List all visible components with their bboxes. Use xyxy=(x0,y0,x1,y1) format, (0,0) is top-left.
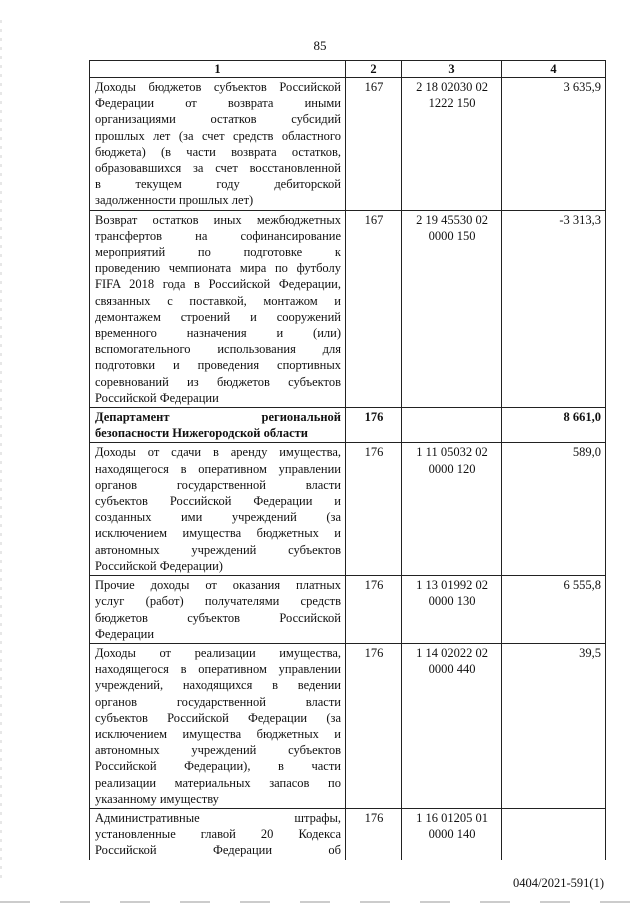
revenue-name-line: Российской Федерации xyxy=(95,390,219,405)
table-row xyxy=(90,408,606,443)
revenue-name-line: Федерации от возврата иными xyxy=(95,96,341,111)
kbk-code-line-2: 1222 150 xyxy=(428,96,476,111)
revenue-name-line: проведению чемпионата мира по футболу xyxy=(95,261,341,276)
kbk-code-line-1: 2 18 02030 02 xyxy=(416,80,488,94)
kbk-code-cell xyxy=(402,808,502,859)
revenue-name-line: Доходы бюджетов субъектов Российской xyxy=(95,80,341,94)
admin-code-cell: 176 xyxy=(346,408,402,443)
revenue-name-line: безопасности Нижегородской области xyxy=(95,426,308,441)
table-row xyxy=(90,78,606,211)
revenue-name-line: организациями остатков субсидий xyxy=(95,112,341,127)
revenue-name-line: установленные главой 20 Кодекса xyxy=(95,827,341,842)
kbk-code-line-2: 0000 120 xyxy=(428,461,476,476)
revenue-name-line: органов государственной власти xyxy=(95,477,341,492)
kbk-code-line-1: 1 16 01205 01 xyxy=(416,810,488,825)
table-row xyxy=(90,808,606,859)
revenue-name-line: подготовки и проведения спортивных xyxy=(95,358,341,373)
revenue-name-line: автономных учреждений субъектов xyxy=(95,743,341,758)
revenue-name-line: связанных с поставкой, монтажом и xyxy=(95,293,341,308)
kbk-code-cell xyxy=(402,576,502,644)
revenue-name-line: Федерации xyxy=(95,626,155,641)
kbk-code-cell xyxy=(402,443,502,576)
revenue-name-line: исключением имущества бюджетных и xyxy=(95,526,341,541)
admin-code-cell: 176 xyxy=(346,576,402,644)
table-row xyxy=(90,210,606,407)
revenue-name-cell xyxy=(90,643,346,808)
header-col-1: 1 xyxy=(90,61,346,78)
kbk-code-line-2: 0000 440 xyxy=(428,662,476,677)
revenue-name-line: Возврат остатков иных межбюджетных xyxy=(95,212,341,227)
kbk-code-cell xyxy=(402,408,502,443)
revenue-name-line: демонтажем строений и сооружений xyxy=(95,309,341,324)
kbk-code-line-1: 1 13 01992 02 xyxy=(416,578,488,593)
revenue-name-line: находящегося в оперативном управлении xyxy=(95,461,341,476)
revenue-name-cell xyxy=(90,210,346,407)
revenue-name-line: FIFA 2018 года в Российской Федерации, xyxy=(95,277,341,292)
table-row xyxy=(90,576,606,644)
kbk-code-line-1: 1 14 02022 02 xyxy=(416,645,488,660)
revenue-name-line: бюджетов субъектов Российской xyxy=(95,610,341,625)
revenue-name-cell xyxy=(90,808,346,859)
table-header-row xyxy=(90,61,606,78)
revenue-name-cell xyxy=(90,78,346,211)
revenue-name-line: Российской Федерации) xyxy=(95,558,223,573)
revenue-name-line: временного назначения и (или) xyxy=(95,326,341,341)
kbk-code-line-2: 0000 140 xyxy=(428,827,476,842)
revenue-name-line: учреждений, находящихся в ведении xyxy=(95,678,341,693)
table-row xyxy=(90,643,606,808)
revenue-name-line: Доходы от сдачи в аренду имущества, xyxy=(95,445,341,460)
revenue-name-line: субъектов Российской Федерации (за xyxy=(95,710,341,725)
revenue-name-cell xyxy=(90,443,346,576)
revenue-name-line: услуг (работ) получателями средств xyxy=(95,594,341,609)
kbk-code-cell xyxy=(402,210,502,407)
amount-cell: 6 555,8 xyxy=(502,576,606,644)
revenue-name-line: автономных учреждений субъектов xyxy=(95,542,341,557)
admin-code-cell: 167 xyxy=(346,78,402,211)
revenue-name-line: вспомогательного использования для xyxy=(95,342,341,357)
page-number: 85 xyxy=(313,38,327,53)
scan-bottom-artifact xyxy=(0,901,640,903)
revenue-name-line: Прочие доходы от оказания платных xyxy=(95,578,341,593)
revenue-name-line: задолженности прошлых лет) xyxy=(95,193,254,208)
revenue-name-line: находящегося в оперативном управлении xyxy=(95,662,341,677)
amount-cell: 39,5 xyxy=(502,643,606,808)
header-col-4: 4 xyxy=(502,61,606,78)
revenue-name-line: органов государственной власти xyxy=(95,694,341,709)
revenue-name-line: Департамент региональной xyxy=(95,410,341,425)
revenue-name-line: указанному имуществу xyxy=(95,791,219,806)
document-code: 0404/2021-591(1) xyxy=(513,876,604,890)
revenue-name-line: Доходы от реализации имущества, xyxy=(95,645,341,660)
kbk-code-cell xyxy=(402,643,502,808)
kbk-code-line-2: 0000 150 xyxy=(428,228,476,243)
revenue-name-line: образовавшихся за счет восстановленной xyxy=(95,161,341,176)
header-col-3: 3 xyxy=(402,61,502,78)
admin-code-cell: 176 xyxy=(346,643,402,808)
scan-edge-artifact xyxy=(0,20,2,880)
revenue-name-line: Административные штрафы, xyxy=(95,810,341,825)
revenue-name-line: Российской Федерации об xyxy=(95,843,341,858)
revenue-name-line: бюджета) (в части возврата остатков, xyxy=(95,144,341,159)
revenue-name-line: созданных ими учреждений (за xyxy=(95,510,341,525)
revenue-name-cell xyxy=(90,576,346,644)
admin-code-cell: 176 xyxy=(346,808,402,859)
revenue-name-line: исключением имущества бюджетных и xyxy=(95,726,341,741)
budget-revenue-table xyxy=(89,60,606,860)
kbk-code-line-1: 1 11 05032 02 xyxy=(416,445,488,460)
amount-cell: -3 313,3 xyxy=(502,210,606,407)
revenue-name-line: мероприятий по подготовке к xyxy=(95,245,341,260)
revenue-name-cell xyxy=(90,408,346,443)
amount-cell: 8 661,0 xyxy=(502,408,606,443)
revenue-name-line: прошлых лет (за счет средств областного xyxy=(95,128,341,143)
revenue-name-line: реализации материальных запасов по xyxy=(95,775,341,790)
header-col-2: 2 xyxy=(346,61,402,78)
revenue-name-line: Российской Федерации), в части xyxy=(95,759,341,774)
kbk-code-cell xyxy=(402,78,502,211)
kbk-code-line-1: 2 19 45530 02 xyxy=(416,212,488,227)
amount-cell xyxy=(502,808,606,859)
admin-code-cell: 167 xyxy=(346,210,402,407)
kbk-code-line-2: 0000 130 xyxy=(428,594,476,609)
revenue-name-line: в текущем году дебиторской xyxy=(95,177,341,192)
admin-code-cell: 176 xyxy=(346,443,402,576)
table-row xyxy=(90,443,606,576)
amount-cell: 3 635,9 xyxy=(502,78,606,211)
amount-cell: 589,0 xyxy=(502,443,606,576)
revenue-name-line: соревнований из бюджетов субъектов xyxy=(95,374,341,389)
revenue-name-line: трансфертов на софинансирование xyxy=(95,228,341,243)
revenue-name-line: субъектов Российской Федерации и xyxy=(95,494,341,509)
